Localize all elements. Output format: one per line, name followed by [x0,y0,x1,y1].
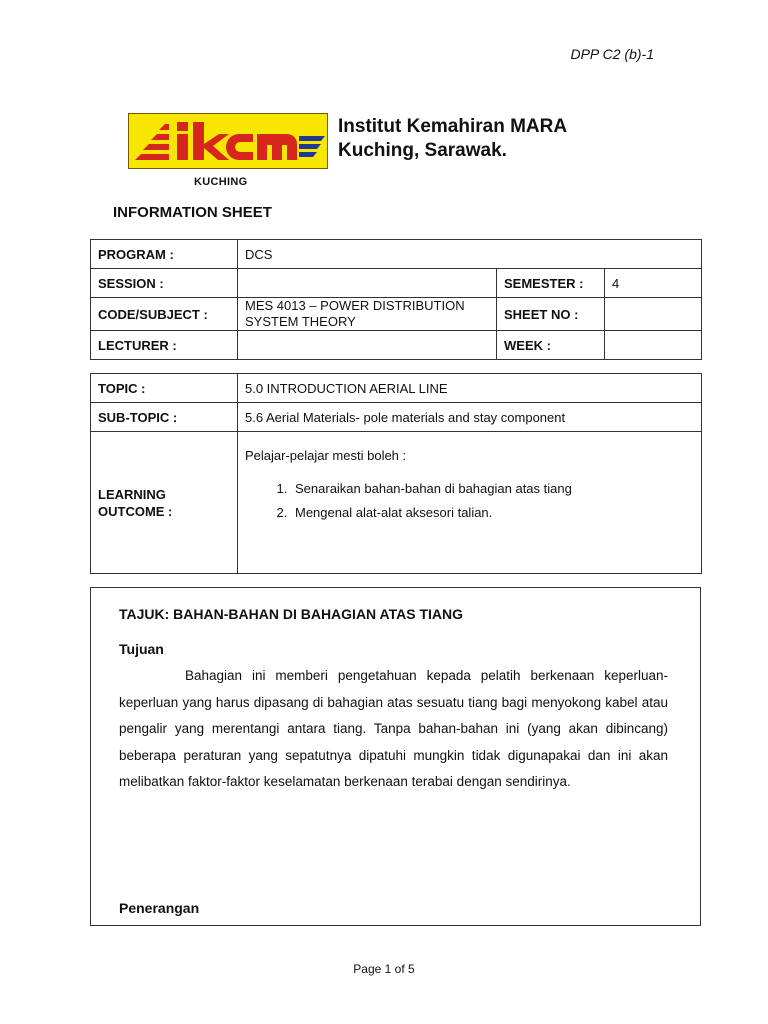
tujuan-paragraph [119,663,668,796]
sheet-title: INFORMATION SHEET [113,204,272,221]
topic-value: 5.0 INTRODUCTION AERIAL LINE [238,374,702,403]
sheet-no-label: SHEET NO : [497,298,605,331]
logo-badge [128,113,328,169]
page-number: Page 1 of 5 [353,962,415,976]
lecturer-row [91,331,702,360]
lecturer-label: LECTURER : [91,331,238,360]
section-heading-tujuan: Tujuan [119,641,164,657]
lecturer-value [238,331,497,360]
semester-label: SEMESTER : [497,269,605,298]
week-label: WEEK : [497,331,605,360]
sheet-no-value [605,298,702,331]
info-table [90,239,702,360]
program-label: PROGRAM : [91,240,238,269]
document-reference: DPP C2 (b)-1 [570,46,654,62]
learning-outcome-row [91,432,702,574]
topic-table [90,373,702,574]
logo-graphic [129,114,327,168]
learning-outcome-label: LEARNING OUTCOME : [91,432,238,574]
week-value [605,331,702,360]
code-label: CODE/SUBJECT : [91,298,238,331]
tujuan-paragraph-text: Bahagian ini memberi pengetahuan kepada pelatih berkenaan keperluan-keperluan yang harus dipasang di bahagian atas sesuatu tiang bagi menyokong kabel atau pengalir yang merentangi antara tiang. Tanpa bahan-bahan ini (yang akan dibincang) beberapa peraturan yang sepatutnya dipatuhi mungkin tidak digunapakai dan ini akan melibatkan faktor-faktor keselamatan berkenaan terabai dengan sendirinya. [119,668,668,790]
content-box [90,587,701,926]
semester-value: 4 [605,269,702,298]
learning-outcome-item: 1. Senaraikan bahan-bahan di bahagian atas tiang [291,481,694,496]
session-label: SESSION : [91,269,238,298]
session-row [91,269,702,298]
institution-name [338,115,567,163]
program-row [91,240,702,269]
institution-line-1: Institut Kemahiran MARA [338,116,568,137]
subtopic-value: 5.6 Aerial Materials- pole materials and stay component [238,403,702,432]
topic-label: TOPIC : [91,374,238,403]
topic-row [91,374,702,403]
subtopic-label: SUB-TOPIC : [91,403,238,432]
learning-outcome-intro: Pelajar-pelajar mesti boleh : [245,448,407,463]
program-value: DCS [238,240,702,269]
content-title: TAJUK: BAHAN-BAHAN DI BAHAGIAN ATAS TIANG [119,606,464,622]
learning-outcome-list [245,481,694,520]
institution-line-2: Kuching, Sarawak. [338,140,507,161]
subtopic-row [91,403,702,432]
logo-caption: KUCHING [194,176,248,188]
code-row [91,298,702,331]
session-value [238,269,497,298]
learning-outcome-cell [238,432,702,574]
ikm-logo [128,113,328,191]
learning-outcome-item: 2. Mengenal alat-alat aksesori talian. [291,505,694,520]
section-heading-penerangan: Penerangan [119,900,200,916]
code-value: MES 4013 – POWER DISTRIBUTION SYSTEM THEORY [238,298,497,331]
